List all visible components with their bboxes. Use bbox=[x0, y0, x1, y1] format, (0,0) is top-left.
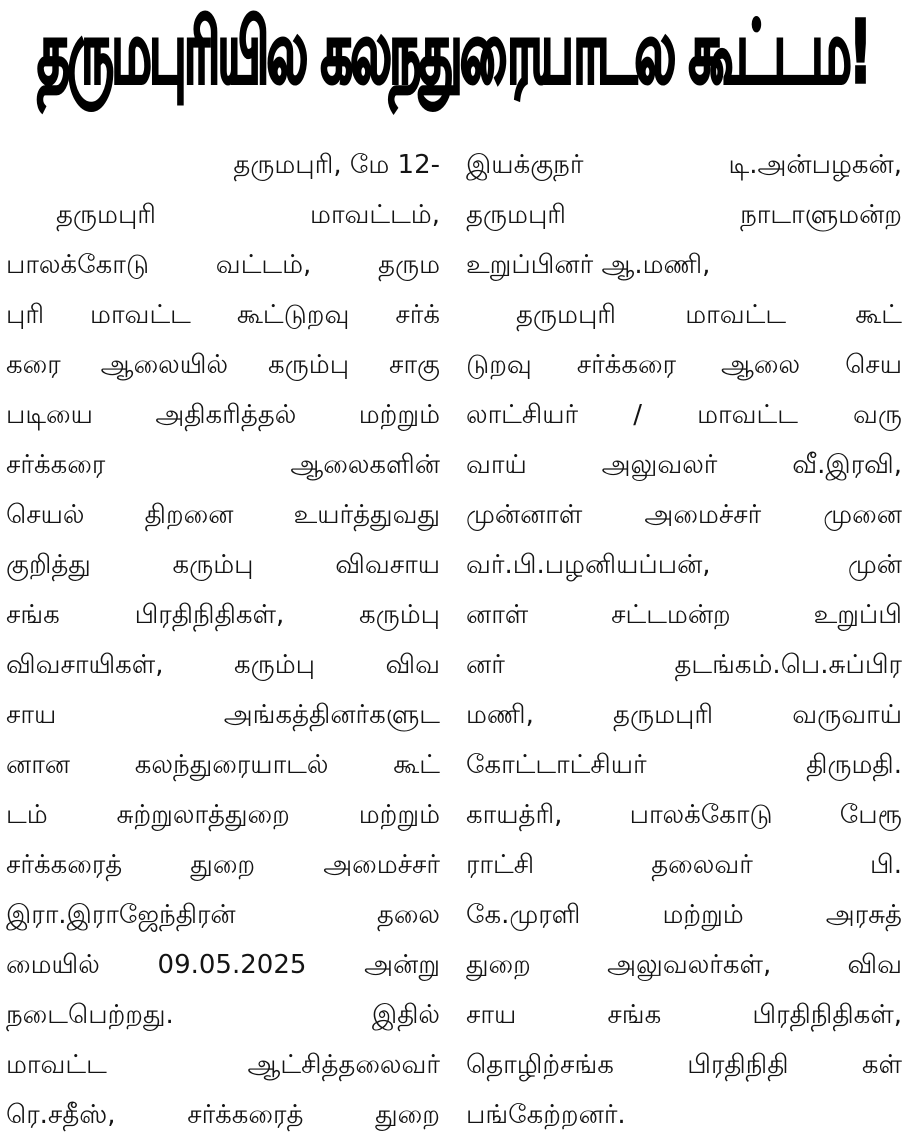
article-line: சாய அங்கத்தினர்களுட bbox=[6, 700, 440, 730]
article-line: குறித்து கரும்பு விவசாய bbox=[6, 550, 440, 580]
article-line: சங்க பிரதிநிதிகள், கரும்பு bbox=[6, 600, 440, 630]
article-line: வர்.பி.பழனியப்பன், முன் bbox=[466, 550, 902, 580]
article-line: படியை அதிகரித்தல் மற்றும் bbox=[6, 400, 440, 430]
article-line: மணி, தருமபுரி வருவாய் bbox=[466, 700, 902, 730]
article-line: காயத்ரி, பாலக்கோடு பேரூ bbox=[466, 800, 902, 830]
article-line: கே.முரளி மற்றும் அரசுத் bbox=[466, 900, 902, 930]
article-line: கரை ஆலையில் கரும்பு சாகு bbox=[6, 350, 440, 380]
article-line: விவசாயிகள், கரும்பு விவ bbox=[6, 650, 440, 680]
article-line: முன்னாள் அமைச்சர் முனை bbox=[466, 500, 902, 530]
article-line: தொழிற்சங்க பிரதிநிதி கள் bbox=[466, 1050, 902, 1080]
article-line: தருமபுரி மாவட்ட கூட் bbox=[516, 300, 902, 330]
article-line: டம் சுற்றுலாத்துறை மற்றும் bbox=[6, 800, 440, 830]
article-line: மையில் 09.05.2025 அன்று bbox=[6, 950, 440, 980]
article-line: லாட்சியர் / மாவட்ட வரு bbox=[466, 400, 902, 430]
article-line: இயக்குநர் டி.அன்பழகன், bbox=[466, 150, 902, 180]
article-line: நடைபெற்றது. இதில் bbox=[6, 1000, 440, 1030]
article-line: ராட்சி தலைவர் பி. bbox=[466, 850, 902, 880]
article-line: சர்க்கரை ஆலைகளின் bbox=[6, 450, 440, 480]
article-line: மாவட்ட ஆட்சித்தலைவர் bbox=[6, 1050, 440, 1080]
article-line: சாய சங்க பிரதிநிதிகள், bbox=[466, 1000, 902, 1030]
dateline: தருமபுரி, மே 12- bbox=[233, 150, 440, 180]
article-line: செயல் திறனை உயர்த்துவது bbox=[6, 500, 440, 530]
article-line: சர்க்கரைத் துறை அமைச்சர் bbox=[6, 850, 440, 880]
article-column-right bbox=[466, 140, 902, 1140]
article-line: ரெ.சதீஸ், சர்க்கரைத் துறை bbox=[6, 1100, 440, 1130]
article-line: பாலக்கோடு வட்டம், தரும bbox=[6, 250, 440, 280]
article-line: துறை அலுவலர்கள், விவ bbox=[466, 950, 902, 980]
article-line: கோட்டாட்சியர் திருமதி. bbox=[466, 750, 902, 780]
article-line: புரி மாவட்ட கூட்டுறவு சர்க் bbox=[6, 300, 440, 330]
headline bbox=[0, 0, 906, 118]
article-line: னான கலந்துரையாடல் கூட் bbox=[6, 750, 440, 780]
article-column-left bbox=[6, 140, 440, 1140]
article-line: பங்கேற்றனர். bbox=[466, 1100, 626, 1130]
article-line: தருமபுரி நாடாளுமன்ற bbox=[466, 200, 902, 230]
article-line: னர் தடங்கம்.பெ.சுப்பிர bbox=[466, 650, 902, 680]
headline-text: தருமபுரியில கலநதுரையாடல கூட்டம! bbox=[36, 3, 870, 104]
article-line: இரா.இராஜேந்திரன் தலை bbox=[6, 900, 440, 930]
article-line: டுறவு சர்க்கரை ஆலை செய bbox=[466, 350, 902, 380]
article-line: தருமபுரி மாவட்டம், bbox=[56, 200, 440, 230]
article-line: உறுப்பினர் ஆ.மணி, bbox=[466, 250, 711, 280]
article-line: வாய் அலுவலர் வீ.இரவி, bbox=[466, 450, 902, 480]
article-line: னாள் சட்டமன்ற உறுப்பி bbox=[466, 600, 902, 630]
